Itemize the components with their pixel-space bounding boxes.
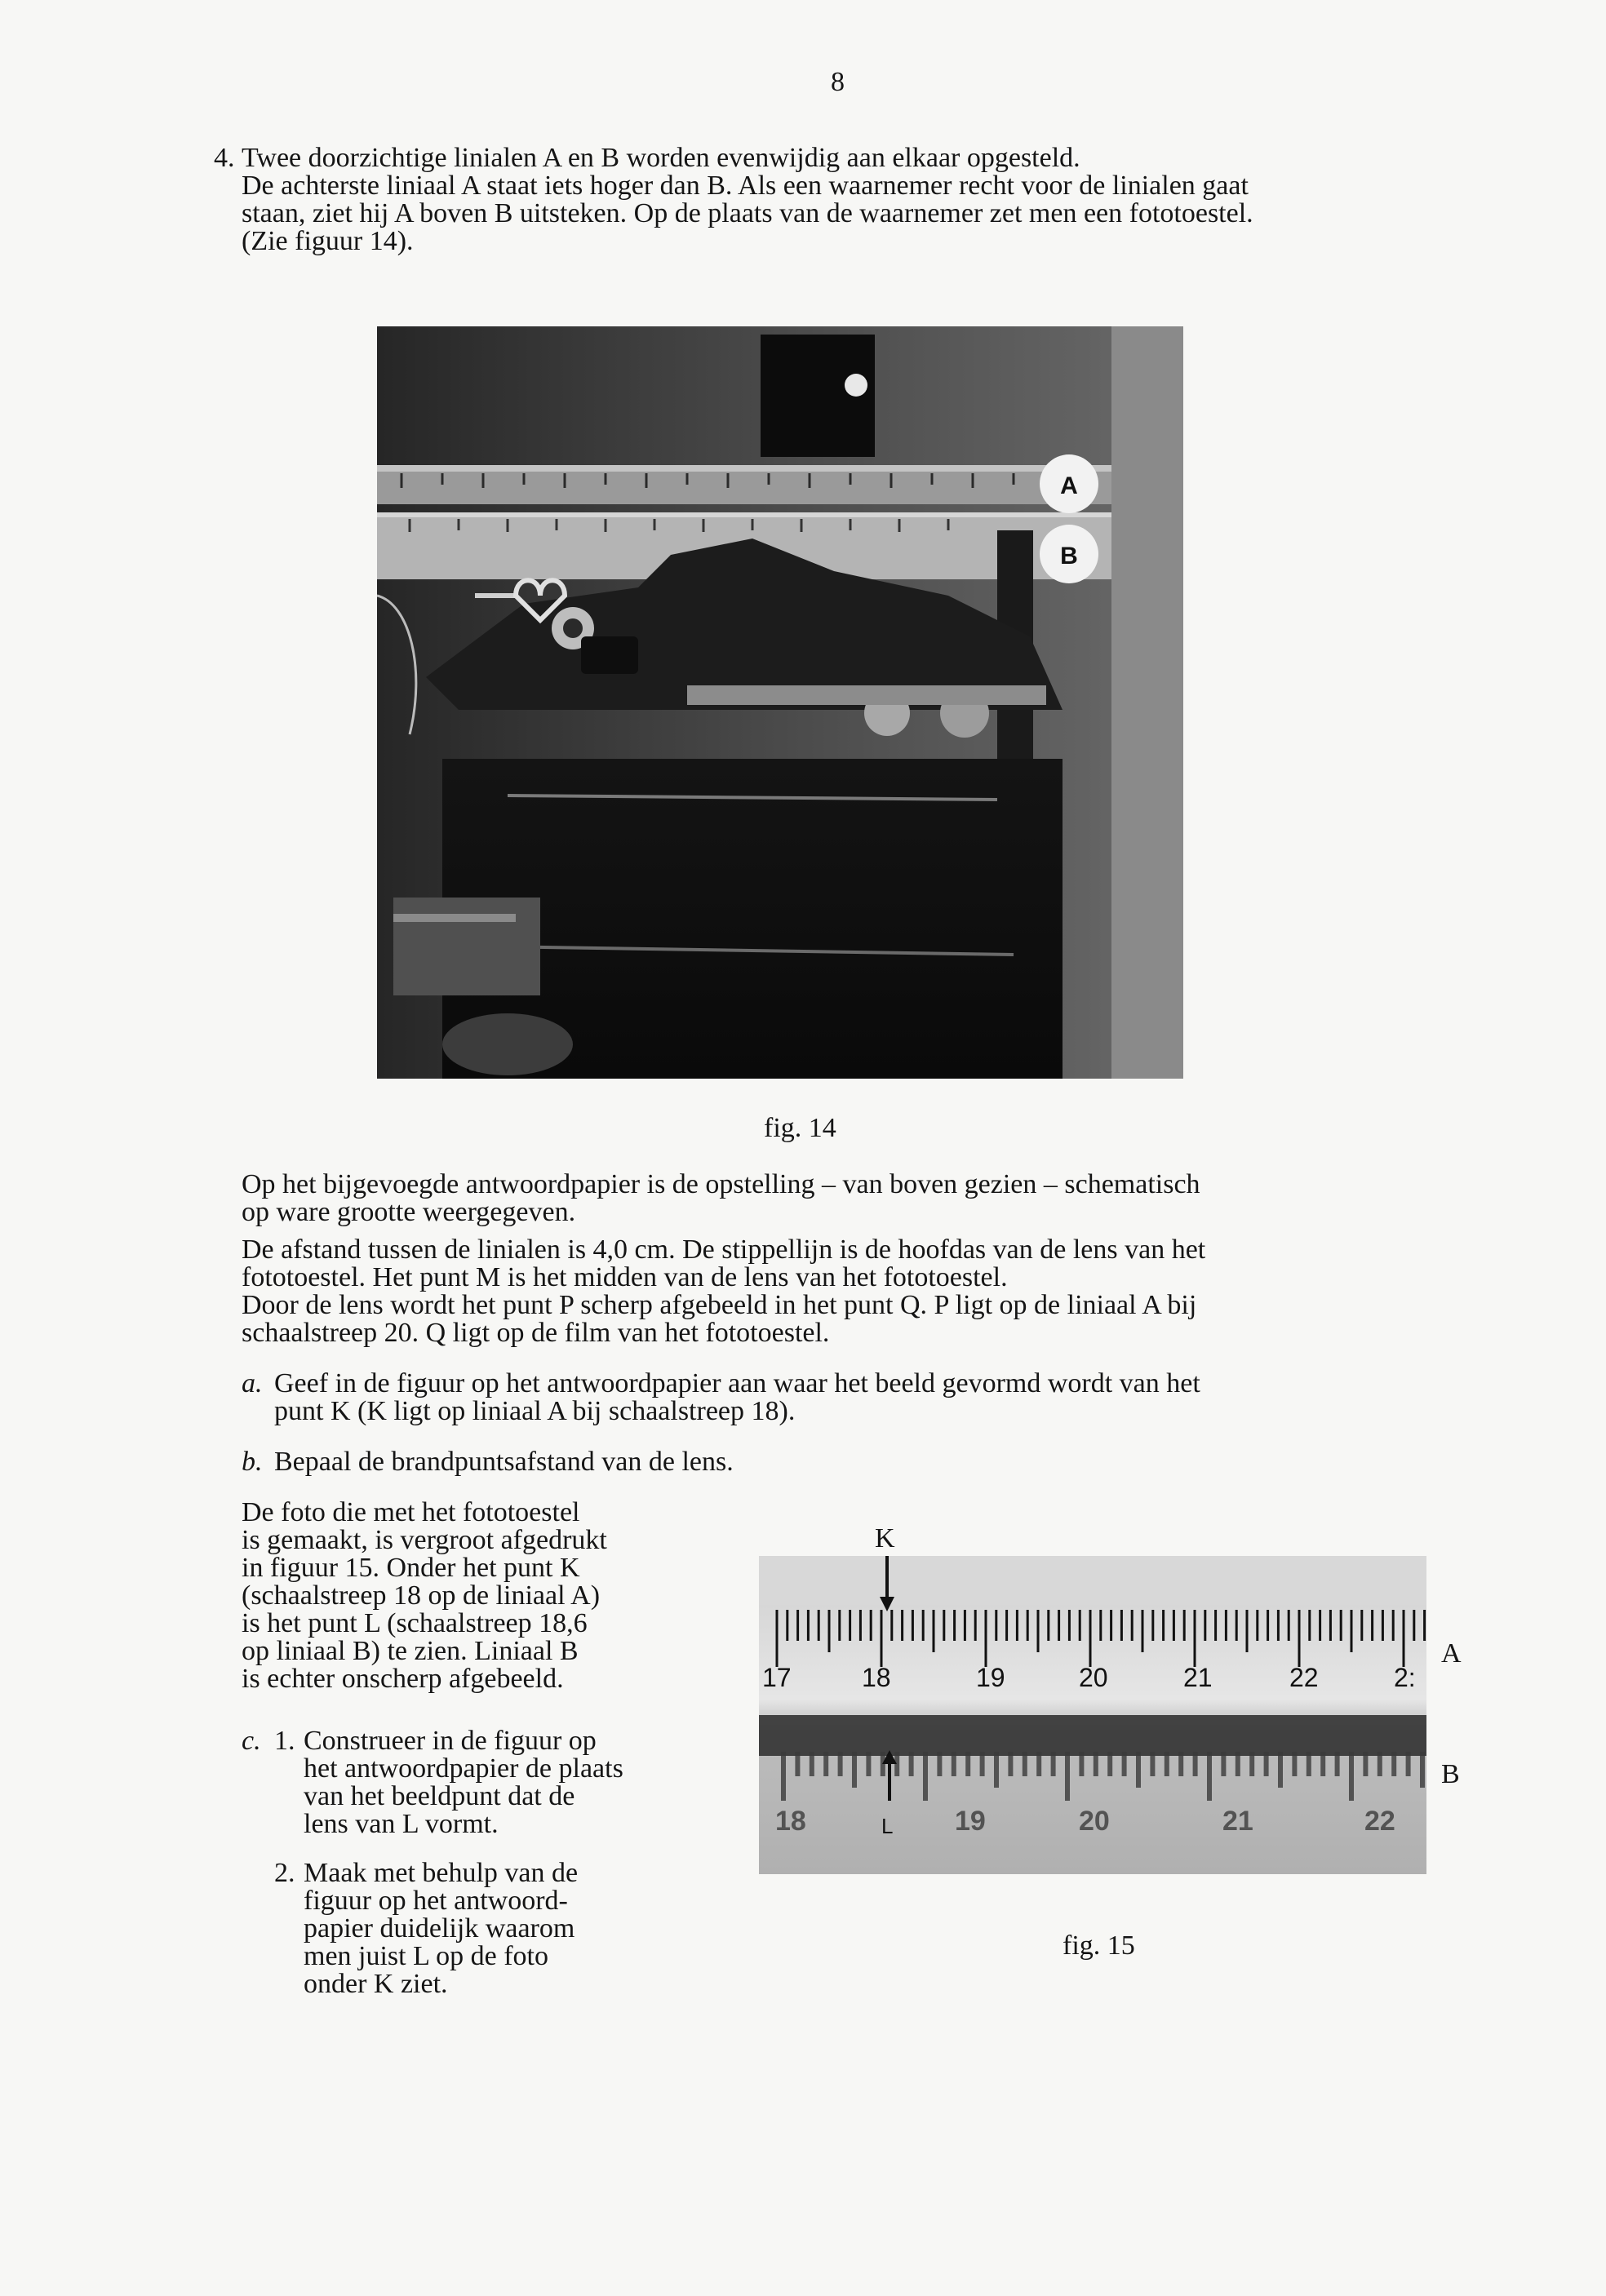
item-b-label: b.	[242, 1447, 263, 1477]
ruler-b-label: B	[1060, 543, 1078, 570]
fig15-l-label: L	[881, 1814, 894, 1838]
para2-line: schaalstreep 20. Q ligt op de film van het fototoestel.	[242, 1318, 830, 1348]
item-c1-line: het antwoordpapier de plaats	[304, 1753, 623, 1784]
para3-line: is gemaakt, is vergroot afgedrukt	[242, 1525, 607, 1555]
para3-line: De foto die met het fototoestel	[242, 1497, 580, 1527]
figure-15-photo	[759, 1556, 1426, 1874]
intro-line: staan, ziet hij A boven B uitsteken. Op de plaats van de waarnemer zet men een fototoestel.	[242, 198, 1253, 228]
item-c2-line: figuur op het antwoord-	[304, 1886, 568, 1916]
ruler-a-number: 22	[1289, 1663, 1319, 1692]
item-c2-line: men juist L op de foto	[304, 1941, 548, 1971]
item-c-label: c.	[242, 1726, 261, 1756]
ruler-a-number: 17	[762, 1663, 792, 1692]
para1-line: op ware grootte weergegeven.	[242, 1197, 576, 1227]
ruler-b-number: 22	[1364, 1806, 1395, 1837]
item-c1-line: van het beeldpunt dat de	[304, 1781, 575, 1811]
item-c1-line: Construeer in de figuur op	[304, 1726, 597, 1756]
ruler-a-number: 18	[862, 1663, 891, 1692]
ruler-a-number: 2:	[1394, 1663, 1416, 1692]
page-number: 8	[831, 67, 845, 97]
question-number: 4.	[214, 143, 235, 173]
ruler-a-number: 19	[976, 1663, 1005, 1692]
para3-line: is echter onscherp afgebeeld.	[242, 1664, 564, 1694]
ruler-a-number: 20	[1079, 1663, 1108, 1692]
fig15-side-a: A	[1441, 1638, 1462, 1669]
item-a-line: punt K (K ligt op liniaal A bij schaalstreep 18).	[274, 1396, 796, 1426]
intro-line: Twee doorzichtige linialen A en B worden evenwijdig aan elkaar opgesteld.	[242, 143, 1080, 173]
ruler-b-number: 20	[1079, 1806, 1110, 1837]
item-a-label: a.	[242, 1368, 263, 1398]
item-c1-number: 1.	[274, 1726, 295, 1756]
figure-14-photo	[377, 326, 1183, 1079]
item-a-line: Geef in de figuur op het antwoordpapier aan waar het beeld gevormd wordt van het	[274, 1368, 1200, 1398]
figure-14-caption: fig. 14	[764, 1113, 836, 1143]
item-c2-line: onder K ziet.	[304, 1969, 448, 1999]
para2-line: De afstand tussen de linialen is 4,0 cm. De stippellijn is de hoofdas van de lens van het	[242, 1234, 1206, 1265]
ruler-b-number: 19	[955, 1806, 986, 1837]
figure-15-caption: fig. 15	[1063, 1930, 1135, 1961]
para2-line: Door de lens wordt het punt P scherp afgebeeld in het punt Q. P ligt op de liniaal A bij	[242, 1290, 1197, 1320]
para3-line: is het punt L (schaalstreep 18,6	[242, 1608, 588, 1638]
fig15-side-b: B	[1441, 1759, 1460, 1789]
ruler-b-number: 21	[1222, 1806, 1253, 1837]
ruler-a-label: A	[1060, 472, 1078, 499]
ruler-a-number: 21	[1183, 1663, 1213, 1692]
para1-line: Op het bijgevoegde antwoordpapier is de opstelling – van boven gezien – schematisch	[242, 1169, 1200, 1199]
para3-line: op liniaal B) te zien. Liniaal B	[242, 1636, 579, 1666]
item-c2-number: 2.	[274, 1858, 295, 1888]
item-b-text: Bepaal de brandpuntsafstand van de lens.	[274, 1447, 734, 1477]
fig15-k-label: K	[875, 1523, 895, 1554]
para3-line: in figuur 15. Onder het punt K	[242, 1553, 580, 1583]
item-c1-line: lens van L vormt.	[304, 1809, 499, 1839]
para2-line: fototoestel. Het punt M is het midden van de lens van het fototoestel.	[242, 1262, 1008, 1292]
item-c2-line: papier duidelijk waarom	[304, 1913, 575, 1944]
intro-line: De achterste liniaal A staat iets hoger dan B. Als een waarnemer recht voor de linialen gaat	[242, 171, 1249, 201]
intro-line: (Zie figuur 14).	[242, 226, 414, 256]
ruler-b-number: 18	[775, 1806, 806, 1837]
para3-line: (schaalstreep 18 op de liniaal A)	[242, 1580, 601, 1611]
item-c2-line: Maak met behulp van de	[304, 1858, 579, 1888]
